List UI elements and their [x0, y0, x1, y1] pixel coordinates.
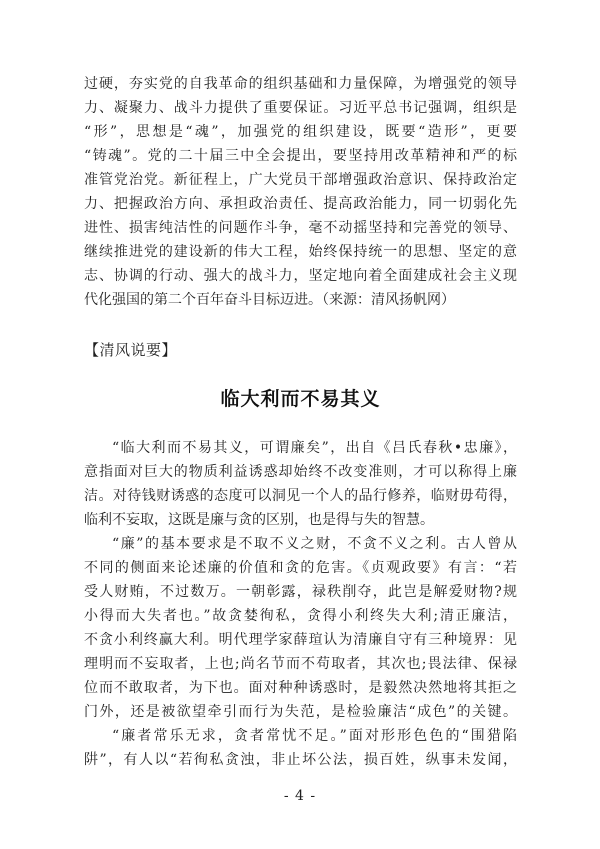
text-line: “廉”的基本要求是不取不义之财，不贪不义之利。古人曾从 — [112, 536, 517, 552]
text-line: 阱”，有人以“若徇私贪浊，非止坏公法，损百姓，纵事未发闻， — [84, 752, 517, 768]
article-title: 临大利而不易其义 — [220, 388, 381, 410]
document-body — [84, 72, 517, 772]
text-line: 代化强国的第二个百年奋斗目标迈进。（来源：清风扬帆网） — [84, 292, 455, 308]
text-line: 不同的侧面来论述廉的价值和贪的危害。《贞观政要》有言：“若 — [84, 560, 517, 576]
section-label: 【清风说要】 — [84, 341, 178, 359]
text-line: 进性、损害纯洁性的问题作斗争，毫不动摇坚持和完善党的领导、 — [84, 220, 517, 236]
text-line: 小得而大失者也。”故贪婪徇私，贪得小利终失大利;清正廉洁， — [84, 608, 517, 624]
text-line: 过硬，夯实党的自我革命的组织基础和力量保障，为增强党的领导 — [84, 76, 517, 92]
text-line: 力、凝聚力、战斗力提供了重要保证。习近平总书记强调，组织是 — [84, 100, 517, 116]
article-paragraph-1 — [84, 436, 517, 532]
text-line: 位而不敢取者，为下也。面对种种诱惑时，是毅然决然地将其拒之 — [84, 680, 517, 696]
text-line: 意指面对巨大的物质利益诱惑却始终不改变准则，才可以称得上廉 — [84, 464, 517, 480]
text-line: 准管党治党。新征程上，广大党员干部增强政治意识、保持政治定 — [84, 172, 517, 188]
text-line: “形”，思想是“魂”，加强党的组织建设，既要“造形”，更要 — [84, 124, 517, 140]
page-number: - 4 - — [283, 788, 317, 804]
text-line: “铸魂”。党的二十届三中全会提出，要坚持用改革精神和严的标 — [84, 148, 517, 164]
text-line: “临大利而不易其义，可谓廉矣”，出自《吕氏春秋•忠廉》， — [112, 440, 517, 456]
text-line: 受人财贿，不过数万。一朝彰露，禄秩削夺，此岂是解爱财物?规 — [84, 584, 517, 600]
text-line: 力、把握政治方向、承担政治责任、提高政治能力，同一切弱化先 — [84, 196, 517, 212]
page-footer — [0, 785, 600, 806]
article-paragraph-2 — [84, 532, 517, 724]
text-line: 志、协调的行动、强大的战斗力，坚定地向着全面建成社会主义现 — [84, 268, 517, 284]
text-line: 继续推进党的建设新的伟大工程，始终保持统一的思想、坚定的意 — [84, 244, 517, 260]
text-line: 理明而不妄取者，上也;尚名节而不苟取者，其次也;畏法律、保禄 — [84, 656, 517, 672]
text-line: “廉者常乐无求，贪者常忧不足。”面对形形色色的“围猎陷 — [112, 728, 517, 744]
text-line: 临利不妄取，这既是廉与贪的区别，也是得与失的智慧。 — [84, 512, 434, 528]
article-paragraph-3 — [84, 724, 517, 772]
text-line: 洁。对待钱财诱惑的态度可以洞见一个人的品行修养，临财毋苟得， — [84, 488, 517, 504]
text-line: 门外，还是被欲望牵引而行为失范，是检验廉洁“成色”的关键。 — [84, 704, 517, 720]
continuation-paragraph — [84, 72, 517, 312]
text-line: 不贪小利终赢大利。明代理学家薛瑄认为清廉自守有三种境界：见 — [84, 632, 517, 648]
